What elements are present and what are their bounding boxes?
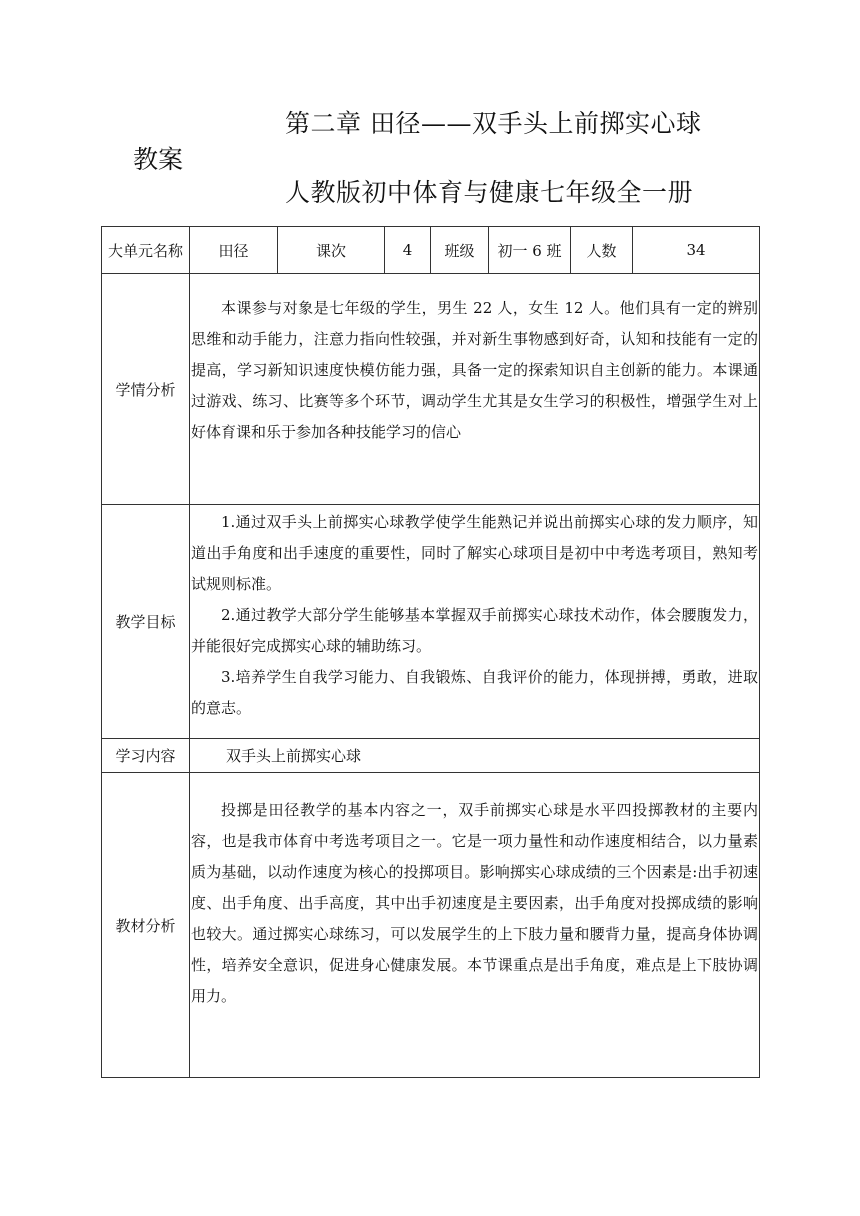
teaching-goals-cell xyxy=(190,505,760,739)
class-label: 班级 xyxy=(431,227,489,274)
material-analysis-row xyxy=(102,773,760,1078)
unit-label: 大单元名称 xyxy=(102,227,190,274)
learner-analysis-label: 学情分析 xyxy=(102,274,190,505)
learning-content-label: 学习内容 xyxy=(102,739,190,773)
title-line-1: 第二章 田径——双手头上前掷实心球 xyxy=(285,109,702,138)
learning-content-text: 双手头上前掷实心球 xyxy=(226,747,362,765)
unit-value: 田径 xyxy=(190,227,278,274)
teaching-goals-row xyxy=(102,505,760,739)
header-row xyxy=(102,227,760,274)
class-value: 初一 6 班 xyxy=(489,227,571,274)
learning-content-row xyxy=(102,739,760,773)
material-analysis-cell xyxy=(190,773,760,1078)
lesson-plan-table xyxy=(101,226,760,1078)
material-analysis-label: 教材分析 xyxy=(102,773,190,1078)
learner-analysis-cell xyxy=(190,274,760,505)
teaching-goals-label: 教学目标 xyxy=(102,505,190,739)
learner-analysis-text: 本课参与对象是七年级的学生，男生 22 人，女生 12 人。他们具有一定的辨别思维和动手能力，注意力指向性较强，并对新生事物感到好奇，认知和技能有一定的提高，学习新知识速度快模仿能力强，具备一定的探索知识自主创新的能力。本课通过游戏、练习、比赛等多个环节，调动学生尤其是女生学习的积极性，增强学生对上好体育课和乐于参加各种技能学习的信心 xyxy=(191,299,758,441)
teaching-goal-3: 3.培养学生自我学习能力、自我锻炼、自我评价的能力，体现拼搏，勇敢，进取的意志。 xyxy=(191,668,758,717)
teaching-goal-2: 2.通过教学大部分学生能够基本掌握双手前掷实心球技术动作，体会腰腹发力，并能很好完成掷实心球的辅助练习。 xyxy=(191,606,758,655)
count-value: 34 xyxy=(633,227,760,274)
count-label: 人数 xyxy=(571,227,633,274)
material-analysis-text: 投掷是田径教学的基本内容之一，双手前掷实心球是水平四投掷教材的主要内容，也是我市体育中考选考项目之一。它是一项力量性和动作速度相结合，以力量素质为基础，以动作速度为核心的投掷项目。影响掷实心球成绩的三个因素是:出手初速度、出手角度、出手高度，其中出手初速度是主要因素，出手角度对投掷成绩的影响也较大。通过掷实心球练习，可以发展学生的上下肢力量和腰背力量，提高身体协调性，培养安全意识，促进身心健康发展。本节课重点是出手角度，难点是上下肢协调用力。 xyxy=(191,801,758,1005)
lesson-value: 4 xyxy=(385,227,431,274)
learning-content-cell xyxy=(190,739,760,773)
learner-analysis-row xyxy=(102,274,760,505)
title-line-3: 人教版初中体育与健康七年级全一册 xyxy=(285,178,694,207)
teaching-goal-1: 1.通过双手头上前掷实心球教学使学生能熟记并说出前掷实心球的发力顺序，知道出手角度和出手速度的重要性，同时了解实心球项目是初中中考选考项目，熟知考试规则标准。 xyxy=(191,513,758,593)
title-line-2: 教案 xyxy=(133,145,184,174)
lesson-label: 课次 xyxy=(278,227,385,274)
